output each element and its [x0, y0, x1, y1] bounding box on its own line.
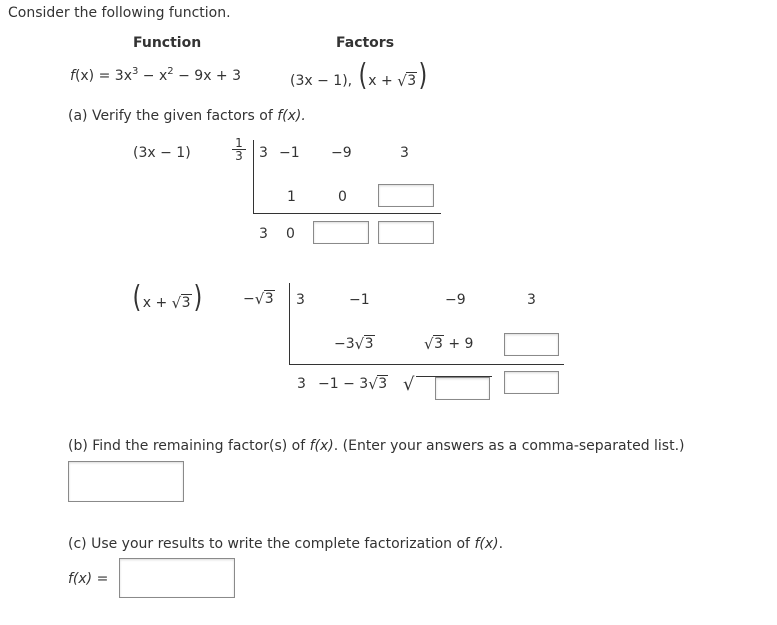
function-name: f	[70, 68, 75, 84]
answer-input-a1[interactable]	[378, 184, 434, 207]
sqrt-symbol: √ 3	[171, 294, 191, 312]
row3b-value-2: −1 − 3 √ 3	[318, 375, 388, 393]
division-line-2	[289, 364, 564, 365]
factorization-input[interactable]	[119, 558, 235, 598]
division-bracket	[253, 140, 254, 213]
answer-input-b2[interactable]	[504, 371, 559, 394]
division-line	[253, 213, 441, 214]
answer-input-a3[interactable]	[378, 221, 434, 244]
row3-value-1: 3	[259, 226, 268, 242]
row3-value-2: 0	[286, 226, 295, 242]
answer-input-a2[interactable]	[313, 221, 369, 244]
intro-text: Consider the following function.	[8, 5, 231, 21]
row2b-value-1: −3 √ 3	[334, 335, 374, 353]
divisor-label: (3x − 1)	[133, 145, 191, 161]
function-header: Function	[133, 35, 202, 51]
row2-value-2: 0	[338, 189, 347, 205]
coeff2-1: 3	[296, 292, 305, 308]
row2-value-1: 1	[287, 189, 296, 205]
part-a-prompt: (a) Verify the given factors of f(x).	[68, 108, 306, 124]
sqrt-icon: √	[403, 374, 415, 395]
sqrt-symbol: √ 3	[368, 375, 388, 393]
coeff2-2: −1	[349, 292, 370, 308]
function-expression: $f(x) = 3x^3 - x^2 - 9x + 3$	[70, 66, 242, 84]
part-b-prompt: (b) Find the remaining factor(s) of f(x). (Enter your answers as a comma-separated list.)	[68, 438, 685, 454]
divisor-radical-label: (x + √ 3)	[132, 280, 202, 315]
factorization-label: f(x) =	[68, 571, 109, 587]
part-c-prompt: (c) Use your results to write the complete factorization of f(x).	[68, 536, 504, 552]
sqrt-symbol: √ 3	[354, 335, 374, 353]
root-radical: − √ 3	[243, 290, 274, 308]
row3b-value-1: 3	[297, 376, 306, 392]
sqrt-symbol: √ 3	[424, 335, 443, 353]
row2b-value-2: √ 3 + 9	[424, 335, 474, 353]
division-bracket-2	[289, 283, 290, 364]
answer-input-b1[interactable]	[504, 333, 559, 356]
coeff2-4: 3	[527, 292, 536, 308]
factors-header: Factors	[336, 35, 395, 51]
remaining-factors-input[interactable]	[68, 461, 184, 502]
sqrt-symbol: √ 3	[254, 290, 274, 308]
root-fraction: $\frac{1}{3}$	[232, 137, 246, 162]
factor-linear: (3x − 1),	[290, 73, 353, 89]
factor-radical: (x + √ 3)	[358, 58, 428, 93]
coeff-1: 3	[259, 145, 268, 161]
coeff-3: −9	[331, 145, 352, 161]
coeff-2: −1	[279, 145, 300, 161]
answer-input-b2-radicand[interactable]	[435, 377, 490, 400]
coeff-4: 3	[400, 145, 409, 161]
sqrt-symbol: √ 3	[397, 72, 417, 90]
factors-list	[290, 58, 429, 93]
coeff2-3: −9	[445, 292, 466, 308]
